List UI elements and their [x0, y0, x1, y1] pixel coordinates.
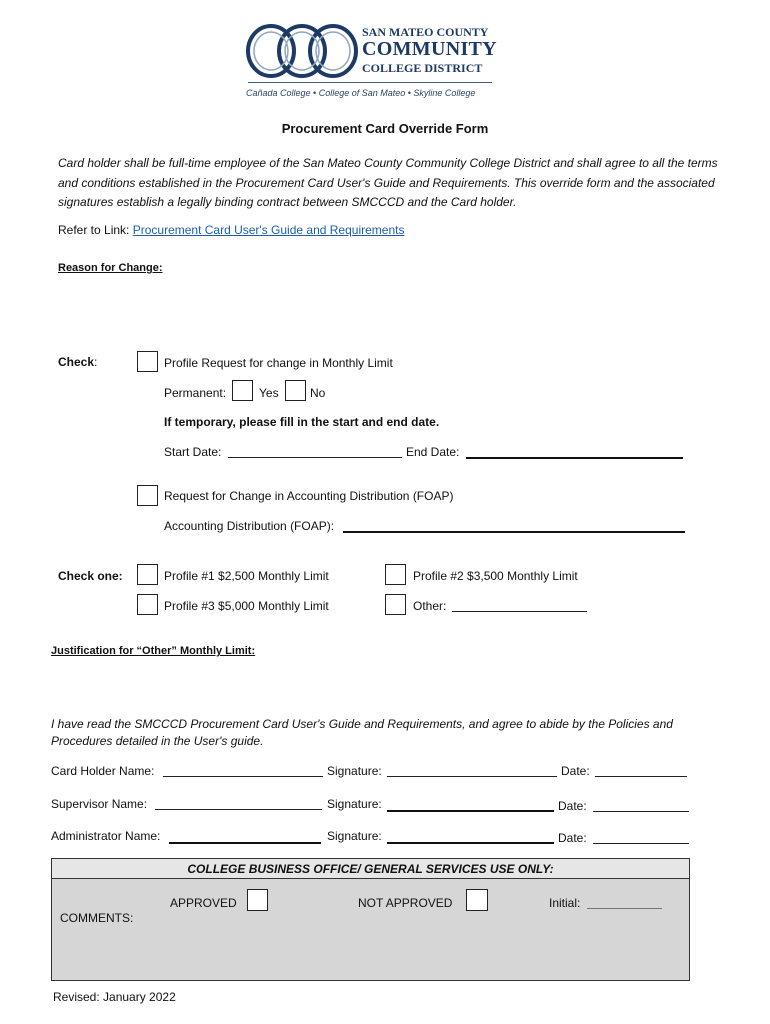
supervisor-date-label: Date: — [558, 799, 587, 813]
profile1-label: Profile #1 $2,500 Monthly Limit — [164, 569, 329, 583]
temporary-note: If temporary, please fill in the start and end date. — [164, 415, 440, 429]
permanent-yes-checkbox[interactable] — [232, 380, 253, 401]
check-colon: : — [94, 355, 98, 369]
accounting-label: Accounting Distribution (FOAP): — [164, 519, 335, 533]
profile-request-checkbox[interactable] — [137, 351, 158, 372]
permanent-no-checkbox[interactable] — [285, 380, 306, 401]
accounting-field[interactable] — [343, 520, 685, 536]
check-label: Check — [58, 355, 95, 369]
logo-divider — [248, 82, 492, 83]
guide-link[interactable]: Procurement Card User's Guide and Requirements — [132, 223, 405, 237]
administrator-date-field[interactable] — [593, 832, 689, 847]
not-approved-label: NOT APPROVED — [358, 896, 453, 910]
intro-paragraph: Card holder shall be full-time employee of the San Mateo County Community College District and shall agree to all the terms and conditions established in the Procurement Card User's Guide and Requirements. This override form and the associated signatures establish a legally binding contract between SMCCCD and the Card holder. — [58, 156, 718, 209]
accounting-request-label: Request for Change in Accounting Distribution (FOAP) — [164, 489, 454, 503]
other-field[interactable] — [452, 600, 587, 615]
profile2-checkbox[interactable] — [385, 564, 406, 585]
refer-row — [58, 223, 404, 237]
card-holder-signature-field[interactable] — [387, 765, 557, 780]
comments-label: COMMENTS: — [60, 911, 134, 925]
yes-label: Yes — [259, 386, 279, 400]
start-date-label: Start Date: — [164, 445, 222, 459]
not-approved-checkbox[interactable] — [466, 889, 488, 911]
office-use-header: COLLEGE BUSINESS OFFICE/ GENERAL SERVICES USE ONLY: — [52, 859, 689, 879]
administrator-field[interactable] — [169, 831, 321, 847]
supervisor-field[interactable] — [155, 798, 322, 813]
logo-line-2: COMMUNITY — [362, 38, 497, 60]
supervisor-label: Supervisor Name: — [51, 797, 148, 811]
card-holder-date-label: Date: — [561, 764, 590, 778]
administrator-signature-field[interactable] — [387, 831, 554, 847]
card-holder-label: Card Holder Name: — [51, 764, 155, 778]
other-checkbox[interactable] — [385, 594, 406, 615]
revised-date: Revised: January 2022 — [53, 990, 176, 1004]
supervisor-signature-field[interactable] — [387, 799, 554, 815]
profile2-label: Profile #2 $3,500 Monthly Limit — [413, 569, 578, 583]
interlocking-rings-icon — [244, 22, 360, 80]
administrator-signature-label: Signature: — [327, 829, 382, 843]
office-use-box — [51, 858, 690, 981]
approved-checkbox[interactable] — [247, 889, 268, 911]
supervisor-signature-label: Signature: — [327, 797, 382, 811]
profile1-checkbox[interactable] — [137, 564, 158, 585]
form-title: Procurement Card Override Form — [281, 121, 489, 136]
initial-field[interactable] — [587, 897, 662, 912]
end-date-label: End Date: — [406, 445, 460, 459]
card-holder-date-field[interactable] — [595, 765, 687, 780]
permanent-label: Permanent: — [164, 386, 227, 400]
accounting-request-checkbox[interactable] — [137, 485, 158, 506]
no-label: No — [310, 386, 326, 400]
logo-line-3: COLLEGE DISTRICT — [362, 61, 483, 75]
refer-label: Refer to Link: — [58, 223, 130, 237]
card-holder-field[interactable] — [163, 765, 323, 780]
approved-label: APPROVED — [170, 896, 237, 910]
justification-heading: Justification for “Other” Monthly Limit: — [51, 645, 256, 657]
initial-label: Initial: — [549, 896, 581, 910]
logo-colleges: Cañada College • College of San Mateo • Skyline College — [246, 88, 476, 98]
profile3-label: Profile #3 $5,000 Monthly Limit — [164, 599, 329, 613]
check-one-label: Check one: — [58, 569, 123, 583]
end-date-field[interactable] — [466, 446, 683, 462]
check-label-row — [58, 355, 97, 369]
profile3-checkbox[interactable] — [137, 594, 158, 615]
other-label: Other: — [413, 599, 447, 613]
supervisor-date-field[interactable] — [593, 800, 689, 815]
reason-heading: Reason for Change: — [58, 262, 163, 274]
administrator-date-label: Date: — [558, 831, 587, 845]
administrator-label: Administrator Name: — [51, 829, 161, 843]
card-holder-signature-label: Signature: — [327, 764, 382, 778]
logo-line-1: SAN MATEO COUNTY — [362, 25, 489, 39]
profile-request-label: Profile Request for change in Monthly Limit — [164, 356, 393, 370]
agreement-text: I have read the SMCCCD Procurement Card User's Guide and Requirements, and agree to abide by the Policies and Procedures detailed in the User's guide. — [51, 717, 673, 748]
start-date-field[interactable] — [228, 446, 402, 461]
